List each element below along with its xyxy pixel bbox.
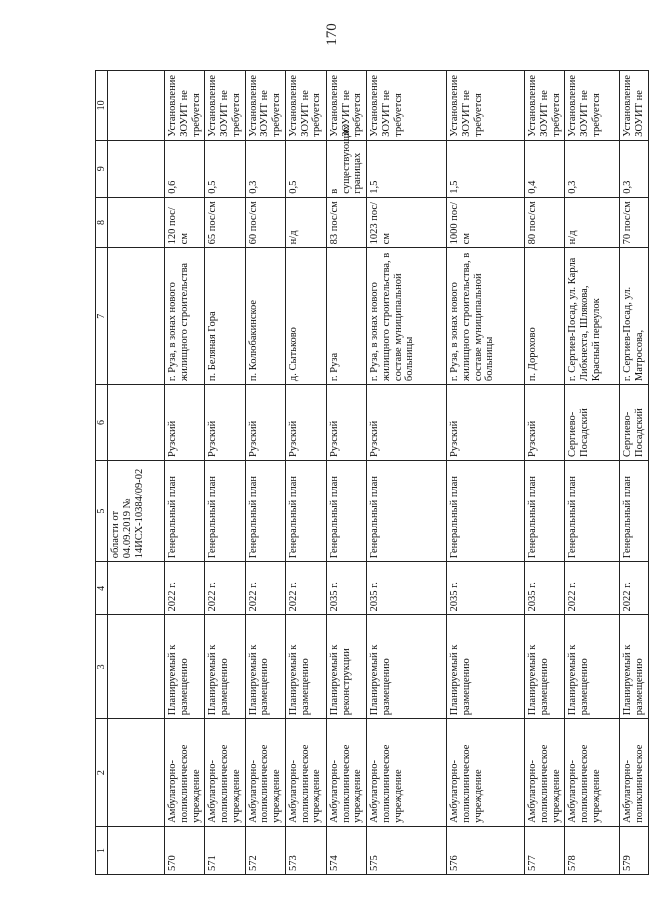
table-cell: Установление ЗОУИТ не требуется xyxy=(525,71,565,141)
table-cell: Генеральный план xyxy=(367,461,447,562)
table-row xyxy=(620,71,649,875)
table-cell xyxy=(108,197,165,248)
table-cell: г. Сергиев-Посад, ул. Карла Либкнехта, Шлякова, Красный переулок xyxy=(565,248,620,385)
table-cell: Генеральный план xyxy=(326,461,366,562)
table-cell: Амбулаторно-поликлиническое учреждение xyxy=(245,719,285,827)
table-cell: 2035 г. xyxy=(326,562,366,615)
table-cell: Установление ЗОУИТ не требуется xyxy=(447,71,525,141)
table-cell: Амбулаторно-поликлиническое учреждение xyxy=(565,719,620,827)
table-cell: 1023 пос/см xyxy=(367,197,447,248)
table-cell: Установление ЗОУИТ не требуется xyxy=(245,71,285,141)
table-cell: 83 пос/см xyxy=(326,197,366,248)
table-row xyxy=(285,71,326,875)
table-cell: в существующих границах xyxy=(326,140,366,197)
table-cell: Установление ЗОУИТ не требуется xyxy=(285,71,326,141)
table-cell xyxy=(108,71,165,141)
table-cell: Установление ЗОУИТ не требуется xyxy=(367,71,447,141)
table-row xyxy=(447,71,525,875)
table-cell: Планируемый к размещению xyxy=(620,615,649,719)
table-cell: Рузский xyxy=(326,385,366,461)
table-cell: Генеральный план xyxy=(245,461,285,562)
table-row xyxy=(367,71,447,875)
column-number: 4 xyxy=(96,562,108,615)
table-cell: области от 04.09.2019 № 14ИСХ-10384/09-02 xyxy=(108,461,165,562)
table-cell: 2022 г. xyxy=(165,562,205,615)
table-cell: н/д xyxy=(565,197,620,248)
table-cell: Амбулаторно-поликлиническое учреждение xyxy=(525,719,565,827)
table-cell: 65 пос/см xyxy=(205,197,245,248)
table-cell: п. Дорохово xyxy=(525,248,565,385)
table-cell: Генеральный план xyxy=(565,461,620,562)
table-cell: Генеральный план xyxy=(525,461,565,562)
table-cell: 120 пос/см xyxy=(165,197,205,248)
table-cell: 1,5 xyxy=(367,140,447,197)
table-cell: 0,6 xyxy=(165,140,205,197)
table-cell: Рузский xyxy=(245,385,285,461)
table-cell: 1,5 xyxy=(447,140,525,197)
rotated-table-container xyxy=(95,70,646,875)
column-number: 2 xyxy=(96,719,108,827)
table-cell: 575 xyxy=(367,826,447,874)
table-cell: 2022 г. xyxy=(245,562,285,615)
column-number: 8 xyxy=(96,197,108,248)
table-cell: 0,3 xyxy=(565,140,620,197)
table-row xyxy=(205,71,245,875)
table-cell: Планируемый к размещению xyxy=(285,615,326,719)
table-row xyxy=(245,71,285,875)
table-cell: Генеральный план xyxy=(165,461,205,562)
table-cell: Установление ЗОУИТ не требуется xyxy=(565,71,620,141)
table-cell: Рузский xyxy=(285,385,326,461)
table-cell: Установление ЗОУИТ не xyxy=(620,71,649,141)
column-number: 10 xyxy=(96,71,108,141)
table-cell: 0,3 xyxy=(620,140,649,197)
table-cell: Рузский xyxy=(447,385,525,461)
column-number-row xyxy=(96,71,108,875)
table-cell: 579 xyxy=(620,826,649,874)
table-cell: 571 xyxy=(205,826,245,874)
table-cell: Генеральный план xyxy=(447,461,525,562)
table-cell: Амбулаторно-поликлиническое учреждение xyxy=(367,719,447,827)
table-cell: г. Руза, в зонах нового жилищного строительства, в составе муниципальной больницы xyxy=(367,248,447,385)
table-cell: Амбулаторно-поликлиническое xyxy=(620,719,649,827)
table-cell: Генеральный план xyxy=(620,461,649,562)
table-cell xyxy=(108,562,165,615)
table-cell: 0,4 xyxy=(525,140,565,197)
table-cell: Амбулаторно-поликлиническое учреждение xyxy=(326,719,366,827)
table-cell: 577 xyxy=(525,826,565,874)
table-cell: Амбулаторно-поликлиническое учреждение xyxy=(285,719,326,827)
table-cell: 2022 г. xyxy=(620,562,649,615)
table-row xyxy=(326,71,366,875)
table-cell: 0,5 xyxy=(285,140,326,197)
table-cell: 578 xyxy=(565,826,620,874)
column-number: 3 xyxy=(96,615,108,719)
table-cell: Установление ЗОУИТ не требуется xyxy=(326,71,366,141)
table-row xyxy=(525,71,565,875)
table-cell: Планируемый к размещению xyxy=(565,615,620,719)
table-cell xyxy=(108,385,165,461)
table-cell: 1000 пос/см xyxy=(447,197,525,248)
table-cell: 572 xyxy=(245,826,285,874)
table-cell xyxy=(108,248,165,385)
table-cell: Планируемый к размещению xyxy=(367,615,447,719)
table-cell: 80 пос/см xyxy=(525,197,565,248)
table-cell: Установление ЗОУИТ не требуется xyxy=(165,71,205,141)
table-cell: Планируемый к размещению xyxy=(245,615,285,719)
table-cell: Рузский xyxy=(525,385,565,461)
table-cell: Планируемый к размещению xyxy=(525,615,565,719)
table-cell xyxy=(108,826,165,874)
table-cell: Генеральный план xyxy=(285,461,326,562)
table-cell: д. Сытьково xyxy=(285,248,326,385)
table-cell: г. Руза xyxy=(326,248,366,385)
table-cell: Генеральный план xyxy=(205,461,245,562)
table-cell: н/д xyxy=(285,197,326,248)
table-cell: 60 пос/см xyxy=(245,197,285,248)
table-cell: 574 xyxy=(326,826,366,874)
column-number: 6 xyxy=(96,385,108,461)
table-cell: г. Руза, в зонах нового жилищного строительства xyxy=(165,248,205,385)
table-cell xyxy=(108,615,165,719)
table-cell: Амбулаторно-поликлиническое учреждение xyxy=(205,719,245,827)
table-cell: Рузский xyxy=(367,385,447,461)
table-cell: 2022 г. xyxy=(205,562,245,615)
table-cell: 576 xyxy=(447,826,525,874)
table-cell: Установление ЗОУИТ не требуется xyxy=(205,71,245,141)
page-number: 170 xyxy=(323,23,340,46)
column-number: 5 xyxy=(96,461,108,562)
table-cell: Амбулаторно-поликлиническое учреждение xyxy=(165,719,205,827)
table-cell: Сергиево-Посадский xyxy=(620,385,649,461)
column-number: 7 xyxy=(96,248,108,385)
table-cell: Сергиево-Посадский xyxy=(565,385,620,461)
table-cell: 2035 г. xyxy=(447,562,525,615)
table-cell: г. Руза, в зонах нового жилищного строительства, в составе муниципальной больницы xyxy=(447,248,525,385)
table-cell: Планируемый к реконструкции xyxy=(326,615,366,719)
table-cell: п. Беляная Гора xyxy=(205,248,245,385)
table-cell: 570 xyxy=(165,826,205,874)
facilities-table xyxy=(95,70,649,875)
table-cell: Амбулаторно-поликлиническое учреждение xyxy=(447,719,525,827)
table-row xyxy=(108,71,165,875)
table-cell xyxy=(108,719,165,827)
table-body xyxy=(108,71,649,875)
table-row xyxy=(565,71,620,875)
table-row xyxy=(165,71,205,875)
column-number: 1 xyxy=(96,826,108,874)
column-number: 9 xyxy=(96,140,108,197)
table-cell: Планируемый к размещению xyxy=(447,615,525,719)
table-cell xyxy=(108,140,165,197)
table-cell: 2022 г. xyxy=(565,562,620,615)
table-cell: г. Сергиев-Посад, ул. Матросова, xyxy=(620,248,649,385)
table-cell: Планируемый к размещению xyxy=(165,615,205,719)
table-cell: 0,3 xyxy=(245,140,285,197)
table-cell: 2035 г. xyxy=(367,562,447,615)
table-cell: Рузский xyxy=(205,385,245,461)
table-cell: Рузский xyxy=(165,385,205,461)
table-cell: 0,5 xyxy=(205,140,245,197)
table-cell: п. Колюбакинское xyxy=(245,248,285,385)
table-cell: Планируемый к размещению xyxy=(205,615,245,719)
table-cell: 70 пос/см xyxy=(620,197,649,248)
table-cell: 2035 г. xyxy=(525,562,565,615)
table-cell: 573 xyxy=(285,826,326,874)
table-cell: 2022 г. xyxy=(285,562,326,615)
